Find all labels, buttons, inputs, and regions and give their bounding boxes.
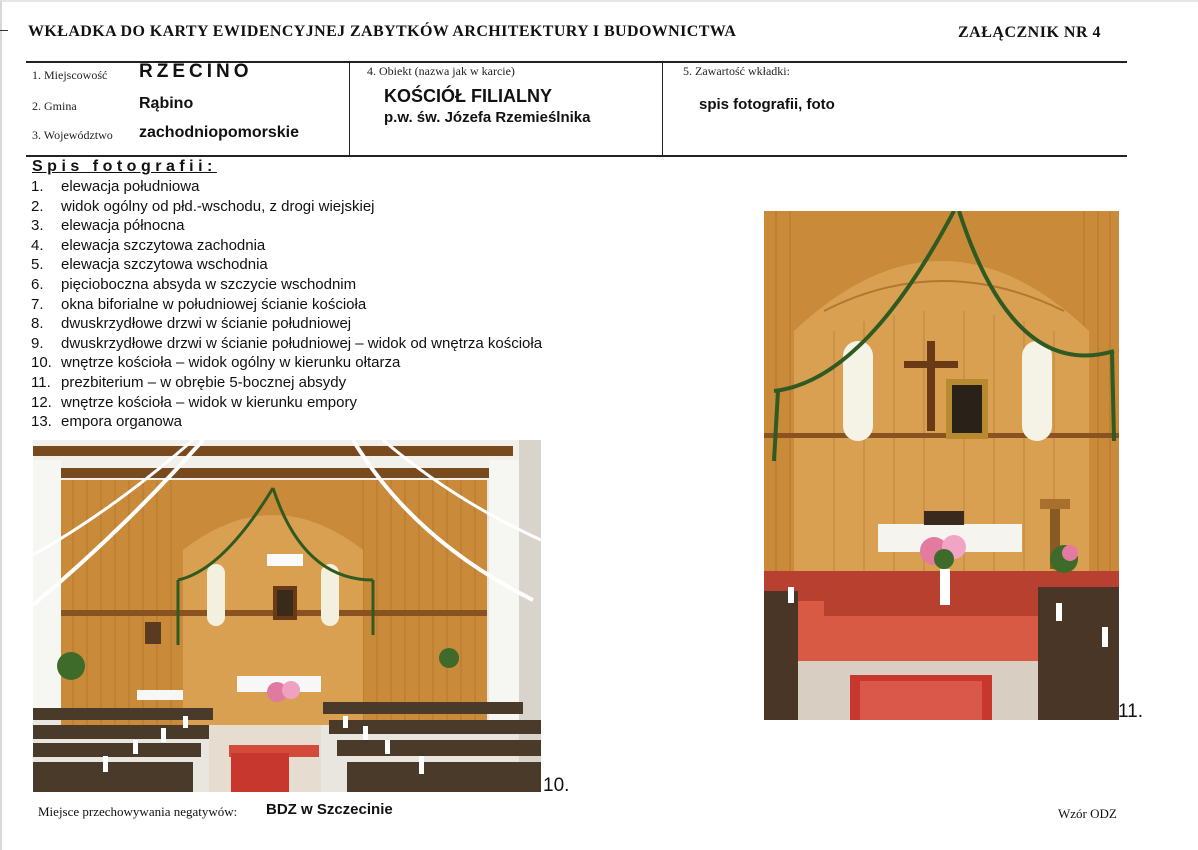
photo-list-item: [31, 236, 542, 256]
object-label: 4. Obiekt (nazwa jak w karcie): [367, 64, 515, 78]
photo-list-item: [31, 334, 542, 354]
photo-list: [31, 177, 542, 432]
form-divider-2: [662, 62, 663, 156]
photo-list-item: [31, 197, 542, 217]
photo-list-item-text: elewacja szczytowa wschodnia: [61, 256, 268, 274]
photo-list-item-text: pięcioboczna absyda w szczycie wschodnim: [61, 275, 357, 293]
commune-value: Rąbino: [139, 95, 194, 112]
commune-label: 2. Gmina: [32, 99, 77, 113]
voivodeship-label: 3. Województwo: [32, 128, 113, 142]
photo-10-nave-interior: [33, 440, 541, 792]
locality-value: RZECINO: [139, 61, 253, 82]
photo-list-item-number: 13.: [31, 413, 52, 431]
negatives-storage-label: Miejsce przechowywania negatywów:: [38, 804, 238, 819]
photo-list-item-number: 6.: [31, 275, 44, 293]
corner-mark: [0, 30, 8, 31]
photo-list-item-text: wnętrze kościoła – widok ogólny w kierunku ołtarza: [61, 354, 401, 372]
photo-list-item: [31, 393, 542, 413]
photo-list-item-text: dwuskrzydłowe drzwi w ścianie południowej – widok od wnętrza kościoła: [61, 334, 543, 352]
form-divider-1: [349, 62, 350, 156]
annex-number: ZAŁĄCZNIK NR 4: [958, 24, 1102, 41]
voivodeship-value: zachodniopomorskie: [139, 124, 300, 141]
photo-list-item-number: 2.: [31, 197, 44, 215]
contents-value: spis fotografii, foto: [699, 96, 835, 113]
photo-list-item-text: elewacja szczytowa zachodnia: [61, 236, 266, 254]
photo-10-number: 10.: [543, 775, 570, 796]
photo-list-item: [31, 177, 542, 197]
photo-list-item: [31, 216, 542, 236]
object-name: KOŚCIÓŁ FILIALNY: [384, 86, 552, 106]
photo-list-item-text: prezbiterium – w obrębie 5-bocznej absydy: [61, 373, 347, 391]
photo-list-item-text: empora organowa: [61, 413, 182, 431]
photo-list-item: [31, 373, 542, 393]
photo-11-number: 11.: [1118, 701, 1144, 722]
photo-list-item-number: 4.: [31, 236, 44, 254]
photo-list-item-number: 10.: [31, 354, 52, 372]
photo-list-item-number: 11.: [31, 373, 51, 391]
photo-list-item-text: dwuskrzydłowe drzwi w ścianie południowej: [61, 315, 352, 333]
photo-list-item: [31, 275, 542, 295]
photo-list-item-number: 9.: [31, 334, 44, 352]
object-dedication: p.w. św. Józefa Rzemieślnika: [384, 109, 591, 126]
photo-list-item: [31, 353, 542, 373]
photo-list-item-text: widok ogólny od płd.-wschodu, z drogi wiejskiej: [61, 197, 375, 215]
form-bottom-rule: [26, 155, 1127, 157]
photo-list-item: [31, 412, 542, 432]
photo-list-item-number: 7.: [31, 295, 44, 313]
photo-list-item: [31, 295, 542, 315]
photo-list-item-number: 1.: [31, 178, 44, 195]
photo-list-title: Spis fotografii:: [32, 158, 217, 175]
photo-list-item: [31, 314, 542, 334]
photo-list-item-text: wnętrze kościoła – widok w kierunku empory: [61, 393, 357, 411]
contents-label: 5. Zawartość wkładki:: [683, 64, 790, 78]
form-template: Wzór ODZ: [1058, 806, 1117, 821]
photo-list-item: [31, 255, 542, 275]
photo-list-item-text: elewacja północna: [61, 217, 185, 235]
photo-list-item-text: okna biforialne w południowej ścianie kościoła: [61, 295, 367, 313]
photo-list-item-number: 5.: [31, 256, 44, 274]
locality-label: 1. Miejscowość: [32, 68, 108, 82]
document-title: WKŁADKA DO KARTY EWIDENCYJNEJ ZABYTKÓW ARCHITEKTURY I BUDOWNICTWA: [28, 23, 737, 40]
photo-list-item-number: 8.: [31, 315, 44, 333]
photo-list-item-number: 3.: [31, 217, 44, 235]
negatives-storage-value: BDZ w Szczecinie: [266, 801, 393, 818]
photo-list-item-text: elewacja południowa: [61, 178, 200, 195]
photo-list-item-number: 12.: [31, 393, 52, 411]
photo-11-presbytery: [764, 211, 1119, 720]
